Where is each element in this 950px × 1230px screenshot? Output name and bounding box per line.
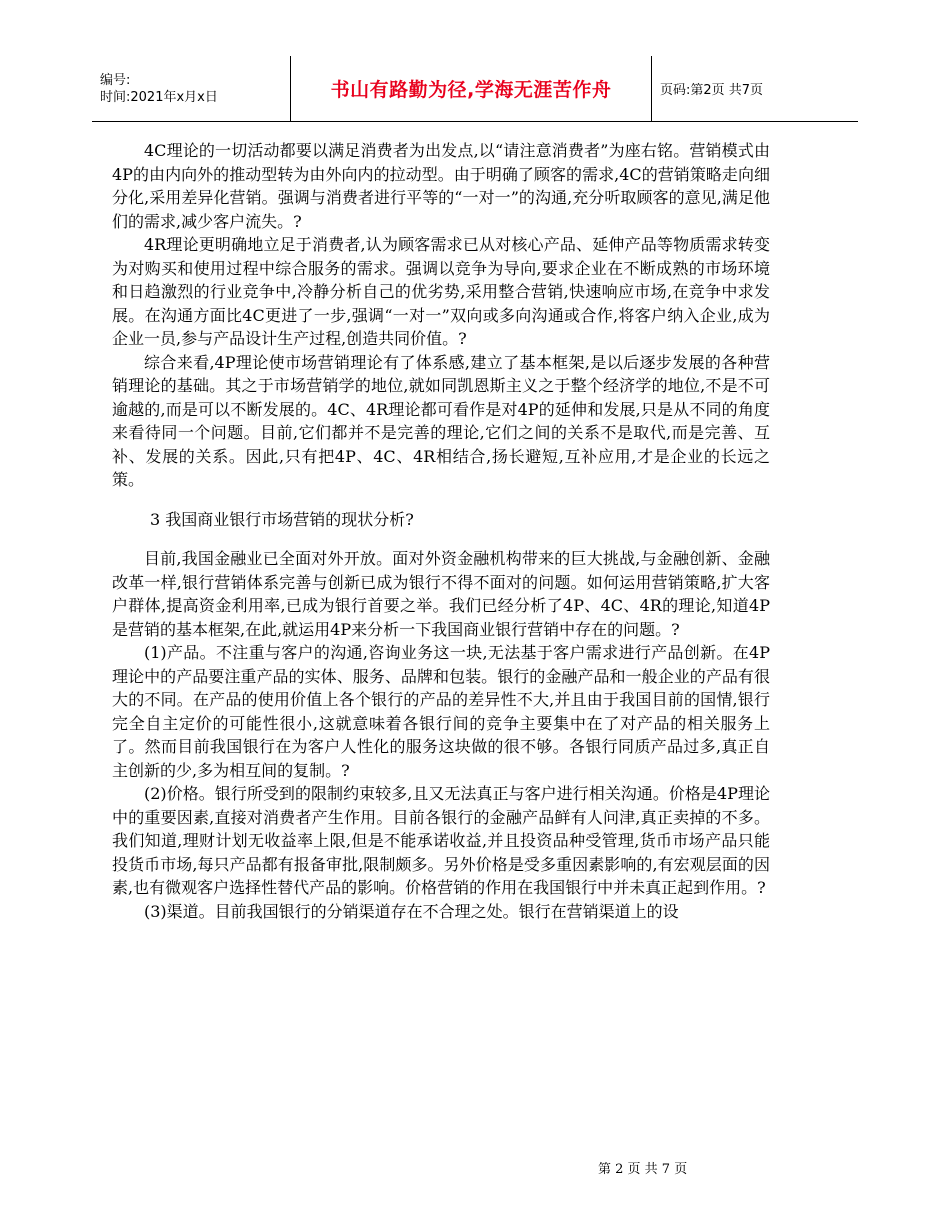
page-header	[92, 56, 858, 122]
paragraph-channel: (3)渠道。目前我国银行的分销渠道存在不合理之处。银行在营销渠道上的设	[144, 901, 679, 921]
header-meta	[92, 56, 291, 122]
document-body	[112, 139, 770, 923]
header-motto: 书山有路勤为径,学海无涯苦作舟	[291, 56, 652, 122]
page-footer: 第 2 页 共 7 页	[598, 1162, 688, 1177]
paragraph-current-status: 目前,我国金融业已全面对外开放。面对外资金融机构带来的巨大挑战,与金融创新、金融改革一样,银行营销体系完善与创新已成为银行不得不面对的问题。如何运用营销策略,扩大客户群体,提高资金利用率,已成为银行首要之举。我们已经分析了4P、4C、4R的理论,知道4P是营销的基本框架,在此,就运用4P来分析一下我国商业银行营销中存在的问题。?	[112, 549, 770, 639]
document-date-label: 时间:2021年x月x日	[100, 89, 218, 105]
paragraph-price: (2)价格。银行所受到的限制约束较多,且又无法真正与客户进行相关沟通。价格是4P理论中的重要因素,直接对消费者产生作用。目前各银行的金融产品鲜有人问津,真正卖掉的不多。我们知道,理财计划无收益率上限,但是不能承诺收益,并且投资品种受管理,货币市场产品只能投货币市场,每只产品都有报备审批,限制颇多。另外价格是受多重因素影响的,有宏观层面的因素,也有微观客户选择性替代产品的影响。价格营销的作用在我国银行中并未真正起到作用。?	[112, 784, 770, 897]
section-heading: 3 我国商业银行市场营销的现状分析?	[150, 509, 414, 529]
paragraph-4c-theory: 4C理论的一切活动都要以满足消费者为出发点,以“请注意消费者”为座右铭。营销模式由4P的由内向外的推动型转为由外向内的拉动型。由于明确了顾客的需求,4C的营销策略走向细分化,采用差异化营销。强调与消费者进行平等的“一对一”的沟通,充分听取顾客的意见,满足他们的需求,减少客户流失。?	[112, 141, 770, 231]
header-page-number: 页码:第2页 共7页	[652, 56, 859, 122]
document-number-label: 编号:	[100, 72, 131, 88]
paragraph-4r-theory: 4R理论更明确地立足于消费者,认为顾客需求已从对核心产品、延伸产品等物质需求转变为对购买和使用过程中综合服务的需求。强调以竞争为导向,要求企业在不断成熟的市场环境和日趋激烈的行业竞争中,冷静分析自己的优劣势,采用整合营销,快速响应市场,在竞争中求发展。在沟通方面比4C更进了一步,强调“一对一”双向或多向沟通或合作,将客户纳入企业,成为企业一员,参与产品设计生产过程,创造共同价值。?	[112, 235, 770, 348]
paragraph-summary: 综合来看,4P理论使市场营销理论有了体系感,建立了基本框架,是以后逐步发展的各种营销理论的基础。其之于市场营销学的地位,就如同凯恩斯主义之于整个经济学的地位,不是不可逾越的,而是可以不断发展的。4C、4R理论都可看作是对4P的延伸和发展,只是从不同的角度来看待同一个问题。目前,它们都并不是完善的理论,它们之间的关系不是取代,而是完善、互补、发展的关系。因此,只有把4P、4C、4R相结合,扬长避短,互补应用,才是企业的长远之策。	[112, 352, 770, 489]
paragraph-product: (1)产品。不注重与客户的沟通,咨询业务这一块,无法基于客户需求进行产品创新。在4P理论中的产品要注重产品的实体、服务、品牌和包装。银行的金融产品和一般企业的产品有很大的不同。在产品的使用价值上各个银行的产品的差异性不大,并且由于我国目前的国情,银行完全自主定价的可能性很小,这就意味着各银行间的竞争主要集中在了对产品的相关服务上了。然而目前我国银行在为客户人性化的服务这块做的很不够。各银行同质产品过多,真正自主创新的少,多为相互间的复制。?	[112, 643, 770, 780]
